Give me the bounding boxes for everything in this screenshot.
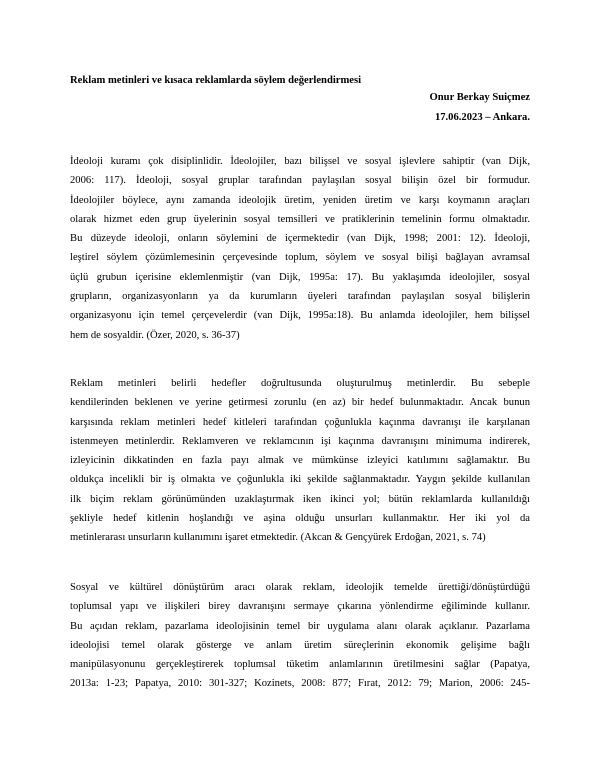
paragraph-line: ideolojisi temel olarak gösterge ve anlam üretim süreçlerinin ekonomik gelişime bağlı xyxy=(70,639,530,651)
paragraph-line: Bu düzeyde ideoloji, onların söylemini de içermektedir (van Dijk, 1998; 2001: 12). İdeoloji, xyxy=(70,233,530,245)
paragraph-line: organizasyonu için temel çerçevelerdir (van Dijk, 1995a:18). Bu anlamda ideolojiler, hem bilişsel xyxy=(70,310,530,322)
paragraph-line: grupların, organizasyonların ya da kurumların üyeleri tarafından paylaşılan sosyal bilişlerin xyxy=(70,291,530,303)
author-name: Onur Berkay Suiçmez xyxy=(429,92,530,103)
paragraph-line: oldukça incelikli bir iş olmakta ve çoğunlukla iki şekilde sağlanmaktadır. Yaygın şekilde kullanılan xyxy=(70,474,530,486)
paragraph-line: Bu açıdan reklam, pazarlama ideolojisinin temel bir uygulama alanı olarak açıklanır. Pazarlama xyxy=(70,620,530,632)
paragraph-line: manipülasyonunu gerçekleştirerek toplumsal tüketim anlamlarının üretilmesini sağlar (Papatya, xyxy=(70,659,530,671)
paragraph-line: 2013a: 1-23; Papatya, 2010: 301-327; Kozinets, 2008: 877; Fırat, 2012: 79; Marion, 2006: 245- xyxy=(70,678,530,690)
paragraph-line: hem de sosyaldir. (Özer, 2020, s. 36-37) xyxy=(70,329,240,341)
paragraph-line: Reklam metinleri belirli hedefler doğrultusunda oluşturulmuş metinlerdir. Bu sebeple xyxy=(70,378,530,389)
paragraph-line: şekliyle hedef kitlenin hoşlandığı ve aşina olduğu unsurları kullanmaktır. Her iki yol da xyxy=(70,513,530,525)
paragraph-line: 2006: 117). İdeoloji, sosyal gruplar tarafından paylaşılan sosyal bilişin özel bir formudur. xyxy=(70,175,530,187)
paragraph-line: metinlerarası unsurların kullanımını işaret etmektedir. (Akcan & Gençyürek Erdoğan, 2021, s. 74) xyxy=(70,532,486,544)
paragraph-line: leştirel söylem çözümlemesinin çerçevesinde toplum, söylem ve sosyal bilişi bağlayan avramsal xyxy=(70,252,530,264)
paragraph-line: Sosyal ve kültürel dönüştürüm aracı olarak reklam, ideolojik temelde ürettiği/dönüştürdüğü xyxy=(70,582,530,593)
paragraph-line: karşısında reklam metinleri hedef kitleleri tarafından çoğunlukla kaçınma davranışı ile karşılanan xyxy=(70,416,530,428)
paragraph-line: izleyicinin dikkatinden en fazla payı almak ve mümkünse izleyici katılımını sağlamaktır. Bu xyxy=(70,455,530,467)
document-title: Reklam metinleri ve kısaca reklamlarda söylem değerlendirmesi xyxy=(70,75,362,86)
date-place: 17.06.2023 – Ankara. xyxy=(434,112,530,123)
paragraph-2 xyxy=(70,374,530,548)
paragraph-line: olarak hizmet eden grup üyelerinin sosyal temsilleri ve pratiklerinin temelinin formu olmaktadır. xyxy=(70,213,530,225)
paragraph-line: kendilerinden beklenen ve yerine getirmesi zorunlu (en az) bir hedef bulunmaktadır. Ancak bunun xyxy=(70,397,530,409)
paragraph-line: istenmeyen metinlerdir. Reklamveren ve reklamcının işi kaçınma davranışını minimuma indirerek, xyxy=(70,435,530,447)
paragraph-line: ilk biçim reklam görünümünden uzaklaştırmak iken ikinci yol; bütün reklamlarda kullanıldığı xyxy=(70,493,530,505)
paragraph-line: İdeoloji kuramı çok disiplinlidir. İdeolojiler, bazı bilişsel ve sosyal işlevlere sahiptir (van Dijk, xyxy=(70,156,530,167)
paragraph-line: üçlü grubun içerisine eklemlenmiştir (van Dijk, 1995a: 17). Bu yaklaşımda ideolojiler, sosyal xyxy=(70,271,530,283)
paragraph-line: toplumsal yapı ve ilişkileri birey davranışını sermaye çıkarına yönlendirme eğiliminde kullanır. xyxy=(70,601,530,613)
paragraph-line: İdeolojiler böylece, aynı zamanda ideolojik üretim, yeniden üretim ve karşı koymanın araçları xyxy=(70,194,530,206)
paragraph-3 xyxy=(70,578,530,694)
paragraph-1 xyxy=(70,152,530,345)
